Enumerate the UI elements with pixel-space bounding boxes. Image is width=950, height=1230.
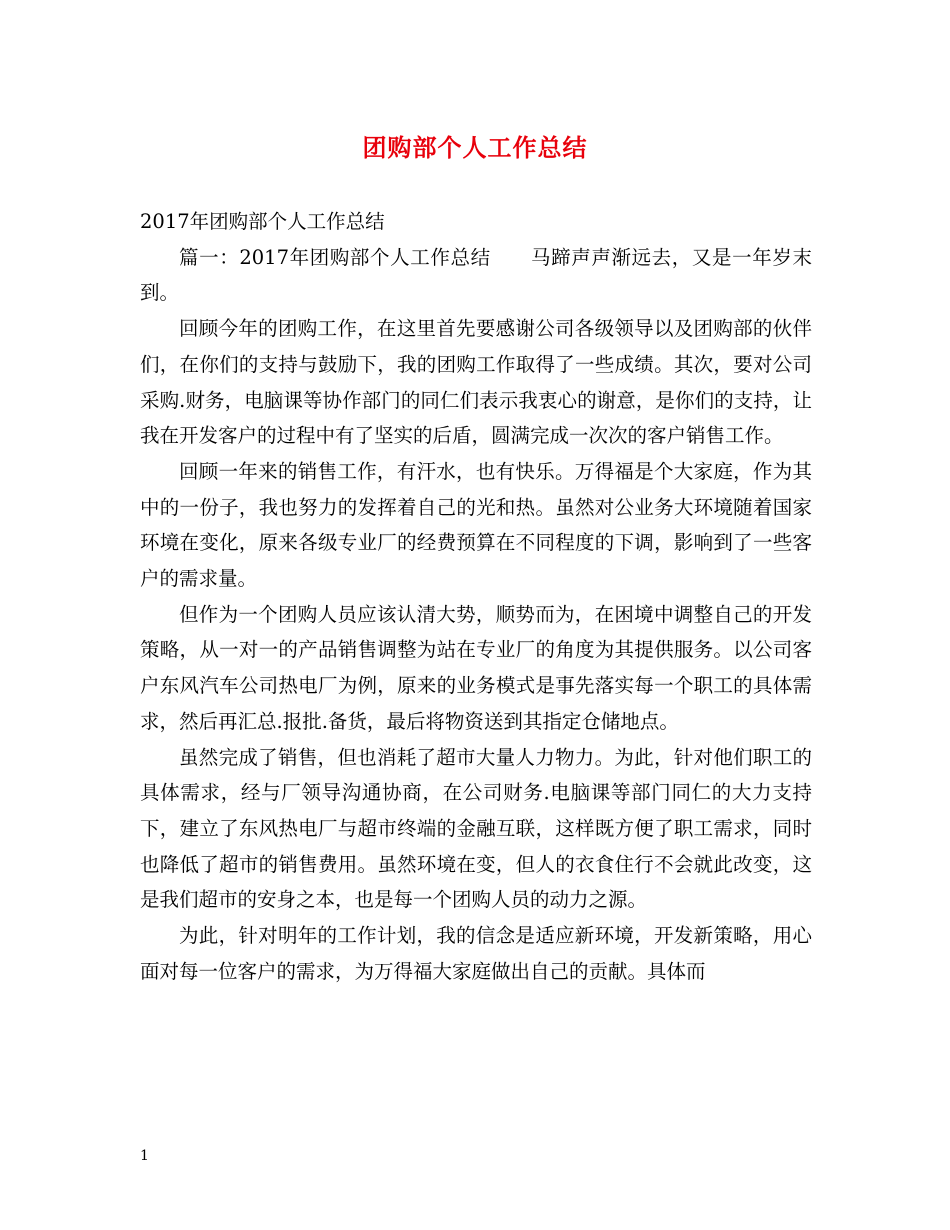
body-paragraph: 但作为一个团购人员应该认清大势，顺势而为，在困境中调整自己的开发策略，从一对一的产品销售调整为站在专业厂的角度为其提供服务。以公司客户东风汽车公司热电厂为例，原来的业务模式是事先落实每一个职工的具体需求，然后再汇总.报批.备货，最后将物资送到其指定仓储地点。 xyxy=(140,602,812,733)
page-number: 1 xyxy=(140,1148,149,1164)
document-title: 团购部个人工作总结 xyxy=(362,133,588,162)
subtitle-paragraph: 2017年团购部个人工作总结 xyxy=(140,210,385,233)
body-paragraph: 回顾一年来的销售工作，有汗水，也有快乐。万得福是个大家庭，作为其中的一份子，我也努力的发挥着自己的光和热。虽然对公业务大环境随着国家环境在变化，原来各级专业厂的经费预算在不同程度的下调，影响到了一些客户的需求量。 xyxy=(140,459,812,591)
body-paragraph: 篇一：2017年团购部个人工作总结 马蹄声声渐远去，又是一年岁末到。 xyxy=(140,245,812,305)
document-body xyxy=(140,204,812,989)
body-paragraph: 为此，针对明年的工作计划，我的信念是适应新环境，开发新策略，用心面对每一位客户的需求，为万得福大家庭做出自己的贡献。具体而 xyxy=(140,924,812,983)
body-paragraph: 虽然完成了销售，但也消耗了超市大量人力物力。为此，针对他们职工的具体需求，经与厂领导沟通协商，在公司财务.电脑课等部门同仁的大力支持下，建立了东风热电厂与超市终端的金融互联，这样既方便了职工需求，同时也降低了超市的销售费用。虽然环境在变，但人的衣食住行不会就此改变，这是我们超市的安身之本，也是每一个团购人员的动力之源。 xyxy=(140,745,812,912)
body-paragraph: 回顾今年的团购工作，在这里首先要感谢公司各级领导以及团购部的伙伴们，在你们的支持与鼓励下，我的团购工作取得了一些成绩。其次，要对公司采购.财务，电脑课等协作部门的同仁们表示我衷心的谢意，是你们的支持，让我在开发客户的过程中有了坚实的后盾，圆满完成一次次的客户销售工作。 xyxy=(140,317,812,448)
